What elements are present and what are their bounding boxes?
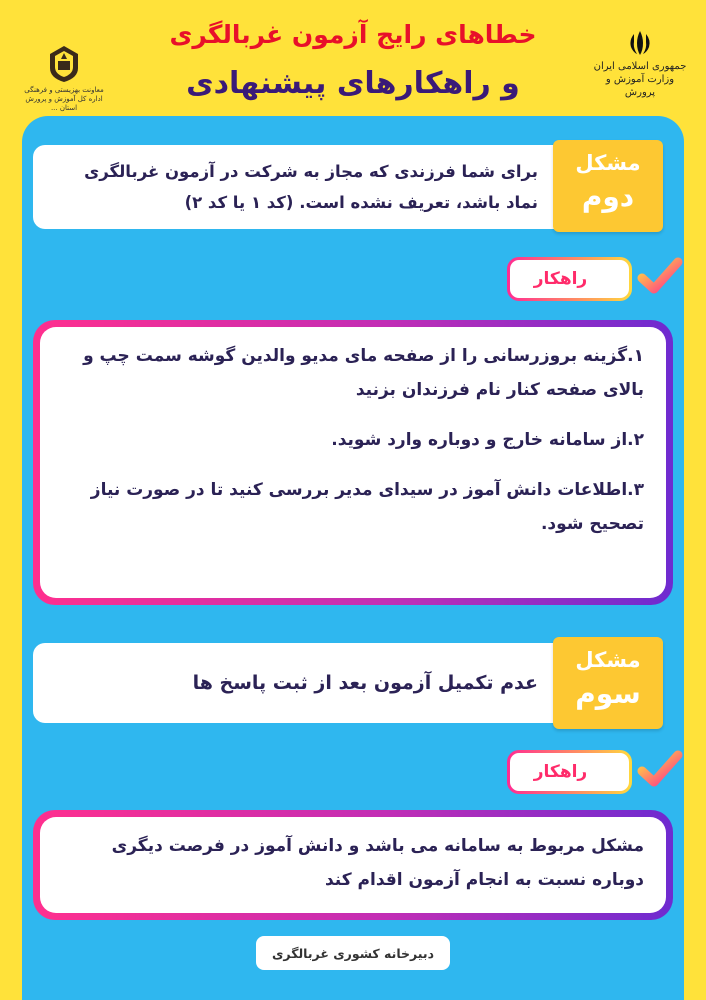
problem-tag-number: سوم [575,677,641,710]
checkmark-icon [636,747,684,791]
left-org-line2: اداره کل آموزش و پرورش [25,95,103,103]
footer-badge [256,936,450,970]
iran-emblem-icon [625,28,655,58]
solution-step-3: ۳.اطلاعات دانش آموز در سیدای مدیر بررسی کنید تا در صورت نیاز تصحیح شود. [90,480,644,534]
problem-text-2: برای شما فرزندی که مجاز به شرکت در آزمون غربالگری نماد باشد، تعریف نشده است. (کد ۱ یا کد ۲) [84,162,538,212]
header [0,0,706,120]
problem-tag-3 [553,637,663,729]
problem-tag-2 [553,140,663,232]
page-title-line1: خطاهای رایج آزمون غربالگری [169,20,537,49]
right-org-line1: جمهوری اسلامی ایران [593,61,687,72]
page-title-line2: و راهکارهای پیشنهادی [186,66,520,101]
footer-text: دبیرخانه کشوری غربالگری [271,945,435,961]
problem-tag-word: مشکل [575,648,641,672]
left-org-line3: استان ... [50,104,78,112]
education-office-logo [14,44,114,113]
ministry-logo [590,28,690,99]
solution-step-2: ۲.از سامانه خارج و دوباره وارد شوید. [331,430,644,450]
solution-text: مشکل مربوط به سامانه می باشد و دانش آموز در فرصت دیگری دوباره نسبت به انجام آزمون اقدام کند [111,836,644,890]
solution-label-box-1 [507,257,632,301]
problem-tag-number: دوم [581,180,635,213]
solution-label-box-2 [507,750,632,794]
solution-label: راهکار [533,762,588,782]
problem-box-2 [33,145,556,229]
solution-step-1: ۱.گزینه بروزرسانی را از صفحه مای مدیو والدین گوشه سمت چپ و بالای صفحه کنار نام فرزندان بزنید [83,346,644,400]
solution-box-2 [33,810,673,920]
left-org-line1: معاونت بهزیستی و فرهنگی [24,86,104,94]
right-org-line2: وزارت آموزش و پرورش [605,74,675,98]
solution-label: راهکار [533,269,588,289]
emblem-icon [47,44,81,84]
problem-tag-word: مشکل [575,151,641,175]
solution-box-1 [33,320,673,605]
problem-text-3: عدم تکمیل آزمون بعد از ثبت پاسخ ها [192,671,538,694]
problem-box-3 [33,643,556,723]
checkmark-icon [636,254,684,298]
